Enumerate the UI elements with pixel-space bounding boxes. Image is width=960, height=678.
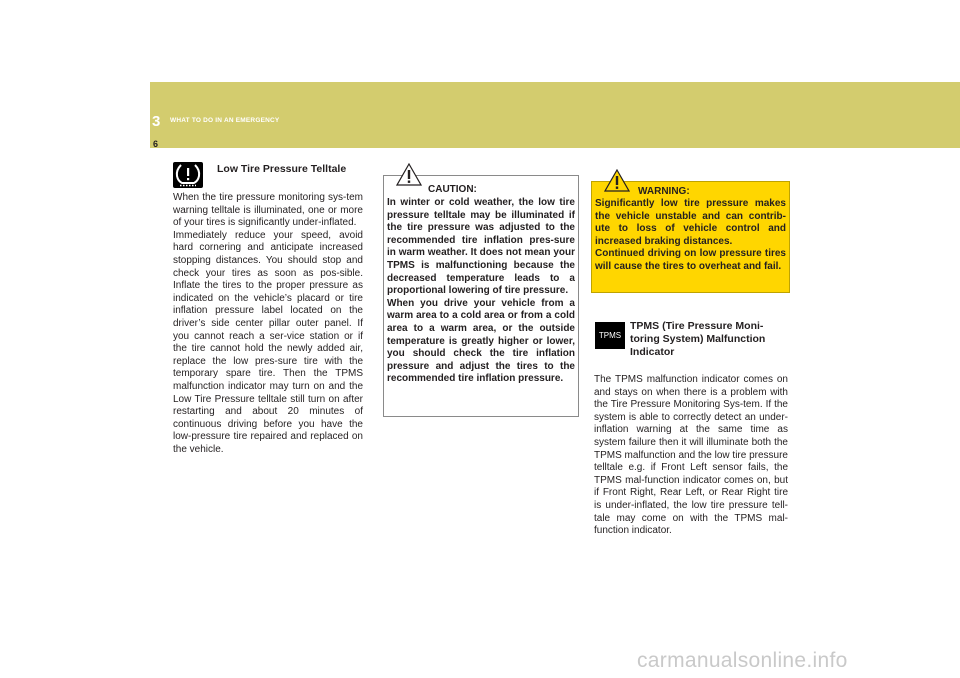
tire-pressure-telltale-icon [173,162,203,188]
tpms-indicator-icon: TPMS [595,322,625,349]
warning-heading: WARNING: [638,186,690,197]
warning-box [591,181,790,293]
warning-body: Significantly low tire pressure makes the vehicle unstable and can contrib-ute to loss of vehicle control and increased braking distances. Continued driving on low pressure tires will cause the tires to overheat and fail. [595,198,786,272]
tpms-title: TPMS (Tire Pressure Moni-toring System) Malfunction Indicator [630,320,766,358]
header-band [150,82,960,148]
warning-triangle-icon [604,169,630,197]
warning-triangle-icon [396,163,422,191]
caution-body: In winter or cold weather, the low tire pressure telltale may be illuminated if the tire pressure was adjusted to the recommended tire inflation pres-sure in warm weather. It does not mean your TPMS is malfunctioning because the decreased temperature leads to a proportional lowering of tire pressure. When you drive your vehicle from a warm area to a cold area or from a cold area to a warm area, or the outside temperature is greatly higher or lower, you should check the tire inflation pressure and adjust the tires to the recommended tire inflation pressure. [387,197,575,385]
chapter-title: WHAT TO DO IN AN EMERGENCY [170,117,280,124]
low-tire-pressure-body: When the tire pressure monitoring sys-tem warning telltale is illuminated, one or more of your tires is significantly under-inflated. Immediately reduce your speed, avoid hard cornering and anticipate increased stopping distances. You should stop and check your tires as soon as pos-sible. Inflate the tires to the proper pressure as indicated on the vehicle’s placard or tire inflation pressure label located on the driver’s side center pillar outer panel. If you cannot reach a ser-vice station or if the tire cannot hold the newly added air, replace the low pres-sure tire with the temporary spare tire. Then the TPMS malfunction indicator may turn on and the Low Tire Pressure telltale still turn on after restarting and about 20 minutes of continuous driving before you have the low-pressure tire repaired and replaced on the vehicle. [173,192,363,455]
caution-box [383,175,579,417]
chapter-number: 3 [152,113,161,130]
caution-heading: CAUTION: [428,184,477,195]
tpms-body: The TPMS malfunction indicator comes on and stays on when there is a problem with the Tire Pressure Monitoring Sys-tem. If the system is able to correctly detect an under-inflation warning at the same time as system failure then it will illuminate both the TPMS malfunction and the low tire pressure telltale e.g. if Front Left sensor fails, the TPMS mal-function indicator comes on, but if Front Right, Rear Left, or Rear Right tire is under-inflated, the low tire pressure tell-tale may come on with the TPMS mal-function indicator. [594,374,788,537]
low-tire-pressure-title: Low Tire Pressure Telltale [217,163,347,175]
page-number: 6 [153,139,159,149]
watermark: carmanualsonline.info [637,649,848,672]
